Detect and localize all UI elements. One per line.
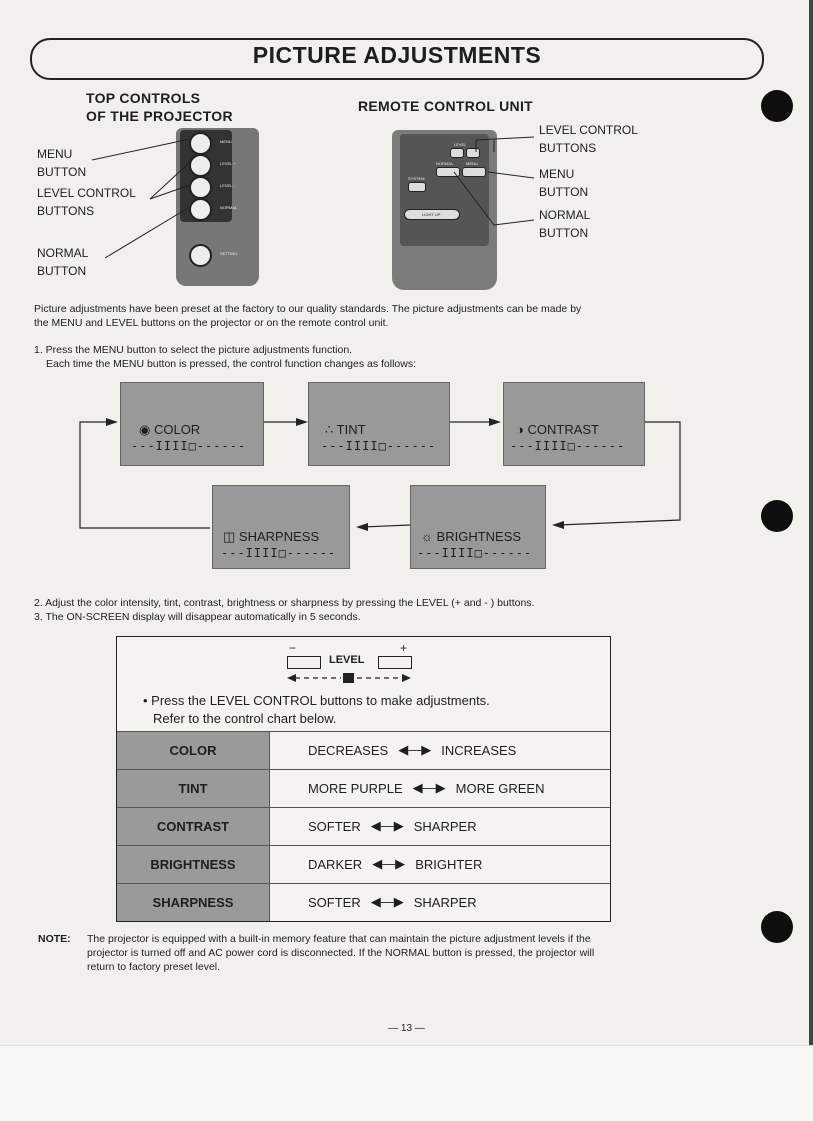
osd-tint (308, 382, 450, 466)
remote-menu-label: MENU BUTTON (539, 167, 589, 199)
sharpness-icon: ◫ (223, 529, 236, 544)
contrast-icon: ◑ (516, 422, 524, 437)
osd-color (120, 382, 264, 466)
projector-menu-label: MENU BUTTON (37, 147, 87, 179)
page-bottom-edge (0, 1045, 813, 1121)
chart-row-tint-value: MORE PURPLE ◀—▶ MORE GREEN (270, 769, 610, 806)
remote-lightup-text: LIGHT UP (422, 212, 441, 217)
remote-system-text: SYSTEM (408, 176, 425, 181)
top-controls-heading-2: OF THE PROJECTOR (86, 108, 233, 124)
projector-level-minus-text: LEVEL - (220, 183, 235, 188)
projector-level-plus-text: LEVEL + (220, 161, 236, 166)
note-text: The projector is equipped with a built-in memory feature that can maintain the picture adjustment levels if the projector is turned off and AC power cord is disconnected. If the NORMAL button is pressed, the projector will return to factory preset level. (87, 933, 595, 973)
osd-tint-label: ∴ TINT (325, 422, 366, 437)
projector-menu-text: MENU (220, 139, 232, 144)
osd-contrast-label: ◑ CONTRAST (516, 422, 599, 437)
osd-brightness (410, 485, 546, 569)
double-arrow-icon: ◀—▶ (398, 742, 432, 757)
chart-row-sharpness-name: SHARPNESS (117, 883, 269, 921)
color-icon: ◉ (139, 422, 151, 437)
level-label: LEVEL (329, 654, 365, 666)
punch-hole-bottom (761, 911, 793, 943)
page-right-edge (809, 0, 813, 1045)
chart-row-contrast-value: SOFTER ◀—▶ SHARPER (270, 807, 610, 844)
page-number: — 13 — (388, 1023, 425, 1034)
level-minus-button (287, 656, 321, 669)
projector-setting-text: SETTING (220, 251, 238, 256)
remote-normal-label: NORMAL BUTTON (539, 208, 591, 240)
double-arrow-icon: ◀—▶ (412, 780, 446, 795)
step-1-text: 1. Press the MENU button to select the picture adjustments function. Each time the MENU button is pressed, the control function changes as follows: (34, 344, 417, 370)
osd-color-label: ◉ COLOR (139, 422, 201, 437)
chart-row-brightness-value: DARKER ◀—▶ BRIGHTER (270, 845, 610, 882)
osd-contrast (503, 382, 645, 466)
remote-heading: REMOTE CONTROL UNIT (358, 98, 533, 114)
remote-level-text: LEVEL (454, 142, 467, 147)
double-arrow-icon: ◀—▶ (372, 856, 406, 871)
note-label: NOTE: (38, 933, 71, 945)
chart-row-brightness-name: BRIGHTNESS (117, 845, 269, 883)
osd-sharpness-bar: ---IIII□------ (221, 546, 337, 560)
double-arrow-icon: ◀—▶ (370, 894, 404, 909)
top-controls-heading-1: TOP CONTROLS (86, 90, 201, 106)
osd-brightness-label: ☼ BRIGHTNESS (421, 529, 522, 544)
chart-instruction-1: • Press the LEVEL CONTROL buttons to make adjustments. (143, 693, 490, 708)
level-plus-button (378, 656, 412, 669)
osd-color-bar: ---IIII□------ (131, 439, 247, 453)
osd-sharpness-label: ◫ SHARPNESS (223, 529, 320, 544)
chart-row-tint-name: TINT (117, 769, 269, 807)
level-minus-sign: − (289, 641, 297, 655)
remote-level-label: LEVEL CONTROL BUTTONS (539, 123, 638, 155)
level-plus-sign: + (400, 641, 408, 655)
page-title: PICTURE ADJUSTMENTS (252, 42, 542, 68)
osd-brightness-bar: ---IIII□------ (417, 546, 533, 560)
chart-row-color-name: COLOR (117, 731, 269, 769)
chart-row-sharpness-value: SOFTER ◀—▶ SHARPER (270, 883, 610, 920)
control-chart (116, 636, 611, 922)
projector-normal-text: NORMAL (220, 205, 238, 210)
intro-text: Picture adjustments have been preset at the factory to our quality standards. The picture adjustments can be made by the MENU and LEVEL buttons on the projector or on the remote control unit. (34, 303, 582, 329)
step-3-text: 3. The ON-SCREEN display will disappear automatically in 5 seconds. (34, 611, 361, 623)
projector-normal-label: NORMAL BUTTON (37, 246, 89, 278)
osd-sharpness (212, 485, 350, 569)
callout-lines (0, 0, 813, 300)
chart-instruction-2: Refer to the control chart below. (153, 711, 337, 726)
level-scale-icon (287, 671, 411, 685)
tint-icon: ∴ (325, 422, 334, 437)
remote-menu-text: MENU (466, 161, 478, 166)
projector-level-label: LEVEL CONTROL BUTTONS (37, 186, 136, 218)
double-arrow-icon: ◀—▶ (370, 818, 404, 833)
remote-normal-text: NORMAL (436, 161, 454, 166)
brightness-icon: ☼ (421, 529, 433, 544)
chart-row-contrast-name: CONTRAST (117, 807, 269, 845)
osd-contrast-bar: ---IIII□------ (510, 439, 626, 453)
step-2-text: 2. Adjust the color intensity, tint, contrast, brightness or sharpness by pressing the LEVEL (+ and - ) buttons. (34, 597, 535, 609)
chart-row-color-value: DECREASES ◀—▶ INCREASES (270, 731, 610, 768)
osd-tint-bar: ---IIII□------ (321, 439, 437, 453)
